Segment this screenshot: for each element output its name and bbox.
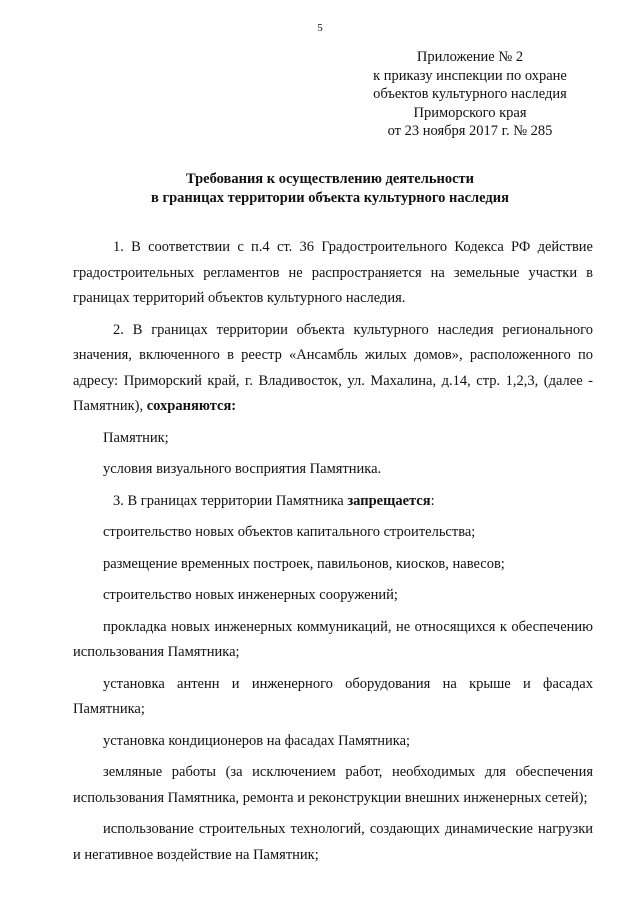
ban-item: строительство новых объектов капитального строительства; (103, 524, 476, 540)
paragraph-3-text: 3. В границах территории Памятника (113, 492, 348, 509)
ban-item: установка антенн и инженерного оборудования на крыше и фасадах Памятника; (73, 675, 593, 717)
ban-item: прокладка новых инженерных коммуникаций, не относящихся к обеспечению использования Памятника; (73, 618, 593, 660)
paragraph-3-bold: запрещается (347, 492, 431, 509)
title-line: Требования к осуществлению деятельности (185, 171, 475, 187)
paragraph-1: 1. В соответствии с п.4 ст. 36 Градостроительного Кодекса РФ действие градостроительных регламентов не распространяется на земельные участки в границах территорий объектов культурного наследия. (73, 239, 593, 306)
appendix-header (360, 48, 580, 141)
paragraph-2-text: 2. В границах территории объекта культурного наследия регионального значения, включенного в реестр «Ансамбль жилых домов», расположенного по адресу: Приморский край, г. Владивосток, ул. Махалина, д.14, стр. 1,2,3, (далее - Памятник), (73, 321, 593, 414)
title-line: в границах территории объекта культурного наследия (151, 190, 509, 206)
paragraph-3-colon: : (430, 492, 435, 509)
appendix-line: Приложение № 2 (416, 49, 524, 65)
ban-item: строительство новых инженерных сооружений; (103, 587, 398, 603)
document-body (73, 235, 593, 868)
ban-item: установка кондиционеров на фасадах Памятника; (103, 732, 411, 749)
keep-item: условия визуального восприятия Памятника. (103, 461, 382, 477)
page-number: 5 (317, 22, 323, 34)
ban-item: земляные работы (за исключением работ, необходимых для обеспечения использования Памятника, ремонта и реконструкции внешних инженерных сетей); (73, 764, 593, 806)
keep-item: Памятник; (103, 429, 169, 446)
appendix-line: от 23 ноября 2017 г. № 285 (387, 123, 553, 139)
ban-item: размещение временных построек, павильонов, киосков, навесов; (103, 555, 505, 572)
paragraph-2 (73, 318, 593, 420)
paragraph-2-bold: сохраняются: (146, 398, 237, 414)
document-title (60, 170, 600, 208)
ban-item: использование строительных технологий, создающих динамические нагрузки и негативное воздействие на Памятник; (73, 821, 593, 863)
appendix-line: Приморского края (413, 104, 527, 121)
paragraph-3 (73, 489, 593, 515)
appendix-line: к приказу инспекции по охране (373, 67, 567, 84)
appendix-line: объектов культурного наследия (373, 86, 567, 102)
